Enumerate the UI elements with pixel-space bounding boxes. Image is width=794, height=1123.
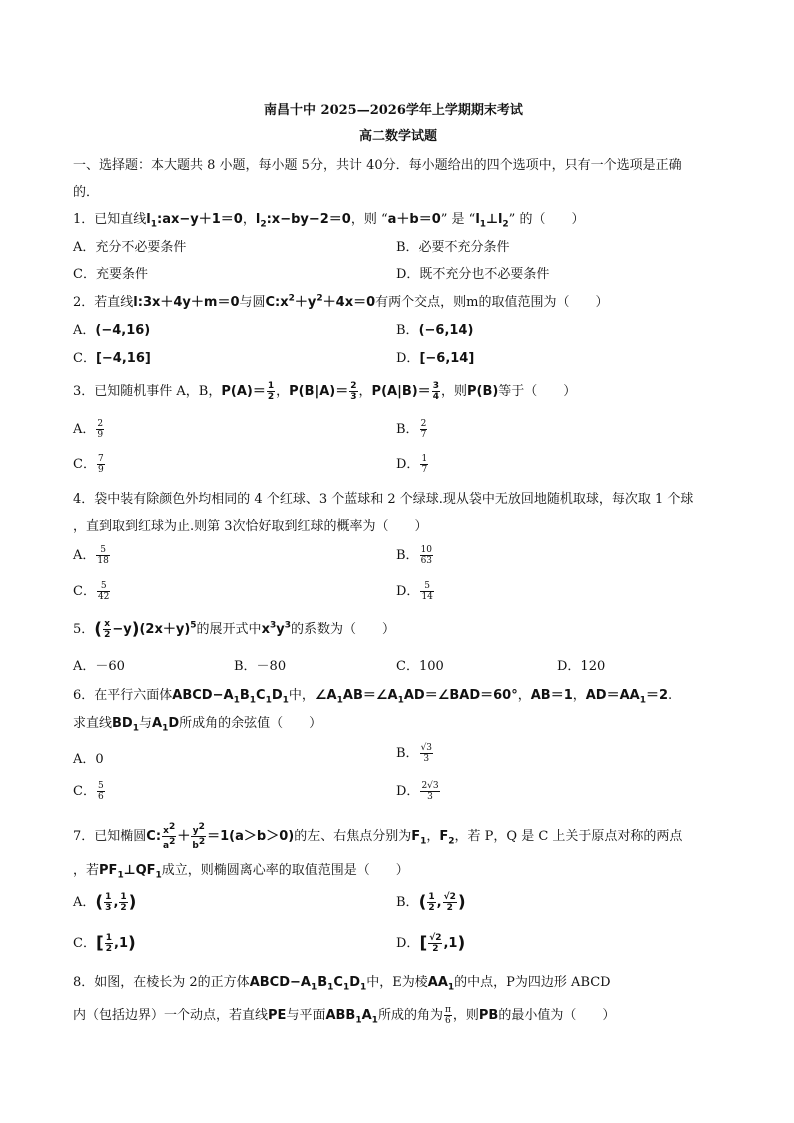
question-7-stem: 7．已知椭圆C: $\frac{x^2}{a^2}$ ＋ $\frac{y^2}{b^2}$ ＝1(a＞b＞0)的左、右焦点分别为$F_1$，$F_2$，若 P，Q 是 C 上关于原点对称的两点: [73, 822, 683, 851]
question-4-stem-cont: ，直到取到红球为止.则第 3次恰好取到红球的概率为（ ）: [73, 519, 428, 534]
question-4-stem: 4．袋中装有除颜色外均相同的 4 个红球、3 个蓝球和 2 个绿球.现从袋中无放回地随机取球，每次取 1 个球: [73, 492, 694, 507]
question-3-option-a[interactable]: A． $\frac{2}{9}$: [73, 419, 104, 440]
question-6-option-c[interactable]: C． $\frac{5}{6}$: [73, 781, 104, 802]
question-3-option-c[interactable]: C． $\frac{7}{9}$: [73, 454, 104, 475]
question-2-option-d[interactable]: D．[−6,14]: [396, 351, 475, 366]
question-6-stem-cont: 求直线$BD_1$与$A_1D$所成角的余弦值（ ）: [73, 716, 323, 734]
question-4-option-d[interactable]: D． $\frac{5}{14}$: [396, 581, 433, 602]
question-2-option-a[interactable]: A．(−4,16): [73, 323, 151, 338]
question-7-option-c[interactable]: C．[ $\frac{1}{2}$ ,1): [73, 933, 136, 954]
question-4-option-c[interactable]: C． $\frac{5}{42}$: [73, 581, 110, 602]
section-instructions: 一、选择题：本大题共 8 小题，每小题 5分，共计 40分．每小题给出的四个选项中，只有一个选项是正确: [73, 158, 682, 173]
question-8-number: 8．: [73, 975, 95, 990]
question-5-option-a[interactable]: A．－60: [73, 659, 125, 674]
question-7-stem-cont: ，若$PF_1\perp QF_1$成立，则椭圆离心率的取值范围是（ ）: [73, 863, 409, 881]
question-5-number: 5．: [73, 622, 95, 637]
question-7-option-d[interactable]: D．[ $\frac{√2}{2}$ ,1): [396, 933, 466, 954]
question-5-option-d[interactable]: D．120: [557, 659, 606, 674]
question-2-number: 2．: [73, 295, 95, 310]
question-5-option-b[interactable]: B．－80: [234, 659, 287, 674]
question-4-option-a[interactable]: A． $\frac{5}{18}$: [73, 545, 109, 566]
exam-subtitle: 高二数学试题: [359, 129, 438, 144]
question-8-stem-cont: 内（包括边界）一个动点，若直线PE与平面$ABB_1A_1$所成的角为 $\frac{\pi}{6}$ ，则PB的最小值为（ ）: [73, 1005, 616, 1026]
exam-title: 南昌十中 2025—2026学年上学期期末考试: [264, 103, 523, 118]
question-2-stem: 2．若直线l:3x＋4y＋m＝0与圆$C:x^2+y^2+4x=0$有两个交点，则m的取值范围为（ ）: [73, 293, 609, 310]
question-1-option-a[interactable]: A．充分不必要条件: [73, 240, 187, 255]
question-1-option-c[interactable]: C．充要条件: [73, 267, 148, 282]
question-1-option-b[interactable]: B．必要不充分条件: [396, 240, 510, 255]
question-6-stem: 6．在平行六面体$ABCD-A_1B_1C_1D_1$中，$\angle A_1AB=\angle A_1AD=\angle BAD=60^\circ$，AB＝1，$AD=AA_1=2$.: [73, 688, 673, 706]
question-7-option-b[interactable]: B．( $\frac{1}{2}$ , $\frac{√2}{2}$ ): [396, 892, 466, 913]
question-5-stem: 5．( $\frac{x}{2}$ $-y)(2x+y)^5$的展开式中$x^3y^3$的系数为（ ）: [73, 619, 395, 640]
question-2-option-c[interactable]: C．[−4,16]: [73, 351, 151, 366]
question-3-stem: 3．已知随机事件 A，B，P(A)＝ $\frac{1}{2}$ ，P(B|A)＝ $\frac{2}{3}$ ，P(A|B)＝ $\frac{3}{4}$ ，则P(B)等于（ ）: [73, 381, 577, 402]
question-6-number: 6．: [73, 688, 95, 703]
question-3-option-b[interactable]: B． $\frac{2}{7}$: [396, 419, 427, 440]
question-1-number: 1．: [73, 212, 95, 227]
question-8-stem: 8．如图，在棱长为 2的正方体$ABCD-A_1B_1C_1D_1$中，E为棱$AA_1$的中点，P为四边形 ABCD: [73, 975, 611, 993]
question-2-option-b[interactable]: B．(−6,14): [396, 323, 474, 338]
question-1-stem: 1．已知直线$l_1:ax-y+1=0$，$l_2:x-by-2=0$，则 “a＋b＝0” 是 “$l_1\perp l_2$” 的（ ）: [73, 212, 585, 230]
question-6-option-b[interactable]: B． $\frac{√3}{3}$: [396, 743, 433, 764]
question-7-option-a[interactable]: A．( $\frac{1}{3}$ , $\frac{1}{2}$ ): [73, 892, 137, 913]
question-5-option-c[interactable]: C．100: [396, 659, 444, 674]
question-6-option-a[interactable]: A．0: [73, 752, 104, 767]
section-instructions-cont: 的．: [73, 185, 100, 200]
question-4-number: 4．: [73, 492, 95, 507]
question-3-number: 3．: [73, 384, 95, 399]
question-7-number: 7．: [73, 829, 95, 844]
question-6-option-d[interactable]: D． $\frac{2√3}{3}$: [396, 781, 439, 802]
question-1-option-d[interactable]: D．既不充分也不必要条件: [396, 267, 550, 282]
question-3-option-d[interactable]: D． $\frac{1}{7}$: [396, 454, 428, 475]
question-4-option-b[interactable]: B． $\frac{10}{63}$: [396, 545, 433, 566]
